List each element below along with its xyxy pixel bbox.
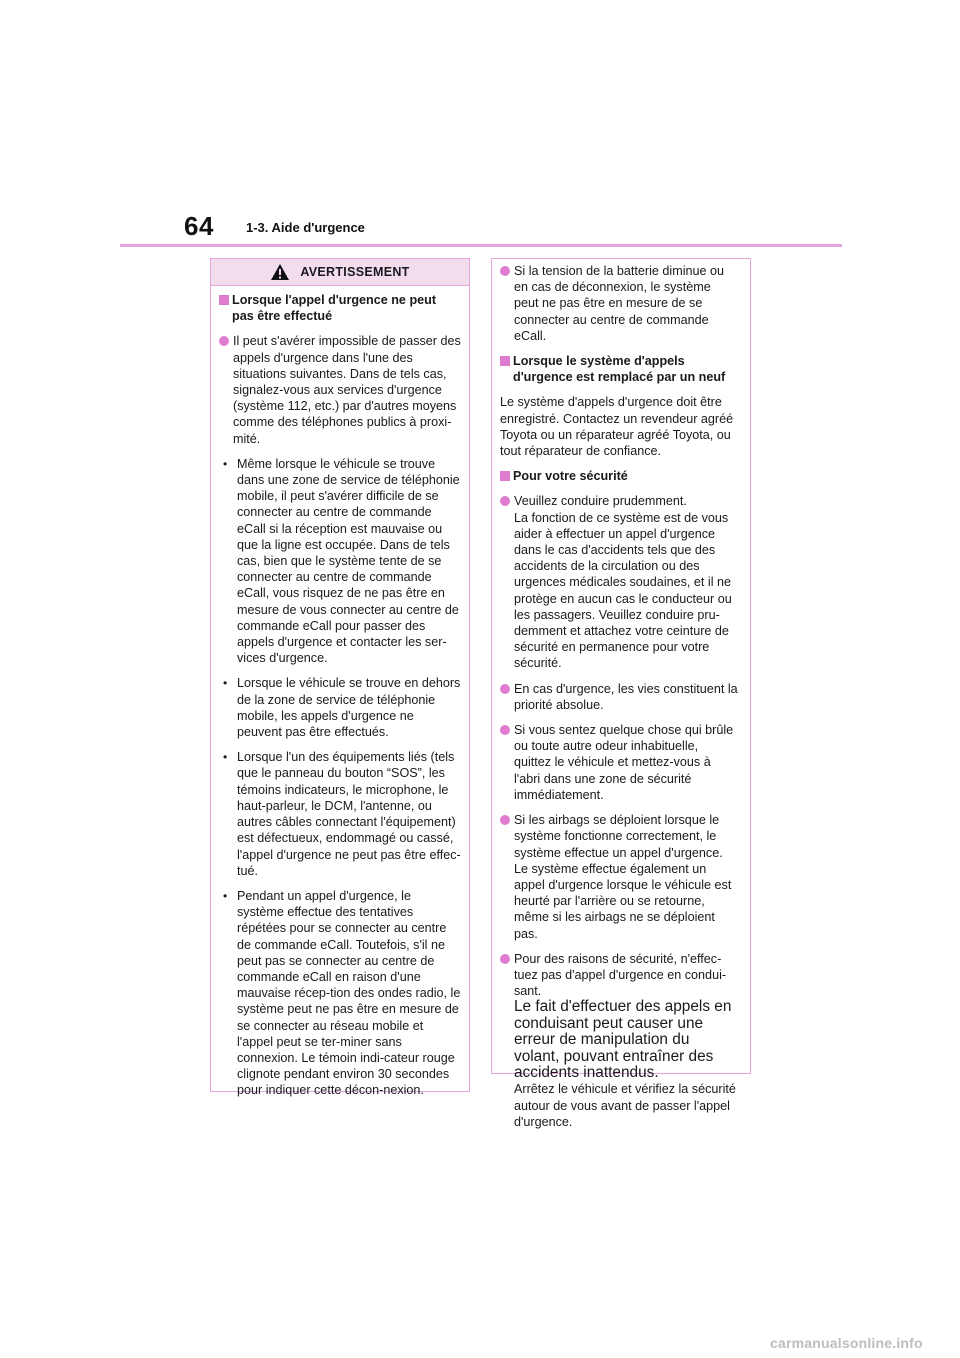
warning-title: AVERTISSEMENT (300, 264, 410, 279)
circle-bullet-icon (500, 722, 514, 803)
dot-bullet-icon: • (223, 676, 228, 691)
circle-bullet-icon (500, 681, 514, 713)
square-bullet-icon (219, 292, 232, 324)
warning-heading: Lorsque l'appel d'urgence ne peut pas être effectué (219, 292, 461, 324)
warning-header (211, 259, 469, 286)
square-bullet-icon (500, 353, 513, 385)
header-rule (120, 244, 842, 247)
dot-bullet-icon: • (223, 888, 228, 903)
circle-bullet-icon (219, 333, 233, 446)
list-item: • Lorsque le véhicule se trouve en dehors de la zone de service de téléphonie mobile, les appels d'urgence ne peuvent pas être effectués. (223, 676, 461, 740)
list-item: • Lorsque l'un des équipements liés (tels que le panneau du bouton “SOS”, les témoins indicateurs, le microphone, le haut-parleur, le DCM, l'antenne, ou autres câbles connectant l'équipement) est défectueux, endommagé ou cassé, l'appel d'urgence ne peut pas être effec-tué. (223, 750, 461, 878)
page-number: 64 (184, 211, 214, 241)
list-item (500, 493, 738, 671)
driving-line-1: Pour des raisons de sécurité, n'effec-tuez pas d'appel d'urgence en condui-sant. (514, 951, 727, 999)
dot-bullet-icon: • (223, 750, 228, 765)
circle-bullet-icon (500, 951, 514, 1130)
list-item: Si vous sentez quelque chose qui brûle ou toute autre odeur inhabituelle, quittez le véhicule et mettez-vous à l'abri dans une zone de sécurité immédiatement. (500, 722, 738, 803)
right-column-box (491, 258, 751, 1129)
safety-heading: Pour votre sécurité (500, 468, 738, 484)
replace-paragraph: Le système d'appels d'urgence doit être enregistré. Contactez un revendeur agréé Toyota ou un réparateur agréé Toyota, ou tout réparateur de confiance. (500, 395, 734, 459)
list-item: • Pendant un appel d'urgence, le système effectue des tentatives répétées pour se connecter au centre de commande eCall. Toutefois, s'il ne peut pas se connecter au centre de commande eCall en raison d'une mauvaise récep-tion des ondes radio, le système peut ne pas être en mesure de se connecter au réseau mobile et l'appel peut se ter-miner sans connexion. Le témoin indi-cateur rouge clignote pendant environ 30 secondes pour indiquer cette décon-nexion. (223, 888, 461, 1098)
replace-heading: Lorsque le système d'appels d'urgence est remplacé par un neuf (500, 353, 738, 385)
watermark: carmanualsonline.info (770, 1335, 923, 1351)
dot-bullet-icon: • (223, 456, 228, 471)
section-title: 1-3. Aide d'urgence (246, 220, 365, 235)
driving-line-2: Le fait d'effectuer des appels en conduisant peut causer une erreur de manipulation du volant, pouvant entraîner des accidents inattendus. (514, 998, 732, 1081)
circle-bullet-icon (500, 812, 514, 942)
list-item: • Même lorsque le véhicule se trouve dans une zone de service de téléphonie mobile, il peut s'avérer difficile de se connecter au centre de commande eCall si la réception est mauvaise ou que la ligne est occupée. Dans de tels cas, bien que le système tente de se connecter au centre de commande eCall, vous risquez de ne pas être en mesure de vous connecter au centre de commande eCall pour passer des appels d'urgence et contacter les ser-vices d'urgence. (223, 456, 460, 666)
warning-triangle-icon (270, 263, 290, 281)
circle-bullet-icon (500, 263, 514, 344)
circle-bullet-icon (500, 493, 514, 671)
drive-line-1: Veuillez conduire prudemment. (514, 494, 687, 509)
square-bullet-icon (500, 468, 513, 484)
drive-line-2: La fonction de ce système est de vous aider à effectuer un appel d'urgence dans le cas d'accidents tels que des accidents de la circulation ou des urgences médicales soudaines, et il ne protège en aucun cas le conducteur ou les passagers. Veuillez conduire pru-demment et attachez votre ceinture de sécurité en permanence pour votre sécurité. (514, 510, 732, 671)
list-item: Il peut s'avérer impossible de passer des appels d'urgence dans l'une des situations suivantes. Dans de tels cas, signalez-vous aux services d'urgence (système 112, etc.) par d'autres moyens comme des téléphones publics à proxi-mité. (219, 333, 461, 446)
list-item (500, 951, 738, 1130)
list-item: Si la tension de la batterie diminue ou en cas de déconnexion, le système peut ne pas être en mesure de se connecter au centre de commande eCall. (500, 263, 738, 344)
warning-box (210, 258, 470, 1098)
list-item: En cas d'urgence, les vies constituent la priorité absolue. (500, 681, 738, 713)
driving-line-3: Arrêtez le véhicule et vérifiez la sécurité autour de vous avant de passer l'appel d'urgence. (514, 1082, 736, 1129)
list-item: Si les airbags se déploient lorsque le système fonctionne correctement, le système effectue un appel d'urgence. Le système effectue également un appel d'urgence lorsque le véhicule est heurté par l'arrière ou se retourne, même si les airbags ne se déploient pas. (500, 812, 738, 942)
